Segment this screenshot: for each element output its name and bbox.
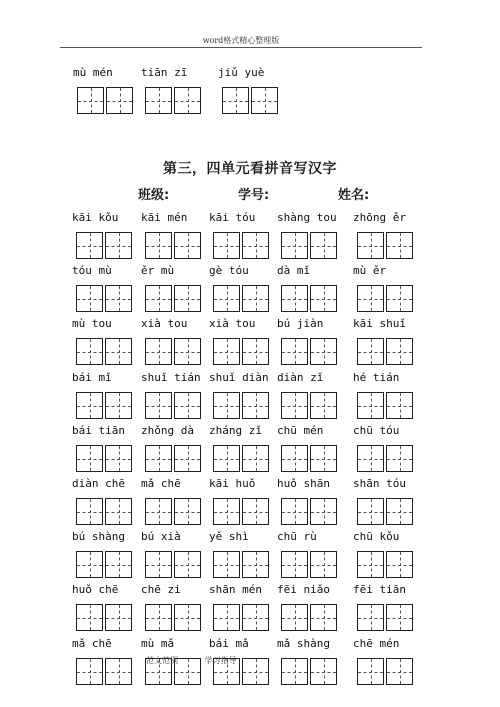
writing-boxes	[281, 232, 339, 259]
pinyin-text: chē mén	[353, 637, 400, 650]
writing-boxes	[76, 392, 134, 419]
writing-boxes	[281, 658, 339, 685]
tianzige-box[interactable]	[145, 551, 172, 578]
pinyin-text: mǎ chē	[141, 477, 181, 490]
pinyin-text: tóu mù	[72, 264, 112, 277]
pinyin-text: chū mén	[277, 424, 324, 437]
tianzige-box[interactable]	[174, 232, 201, 259]
page-header: word格式精心整理版	[60, 36, 422, 48]
tianzige-box[interactable]	[310, 392, 337, 419]
tianzige-box[interactable]	[106, 87, 133, 114]
writing-boxes	[281, 338, 339, 365]
pinyin-text: kāi kǒu	[72, 211, 119, 224]
pinyin-text: jiǔ yuè	[218, 66, 265, 79]
tianzige-box[interactable]	[281, 338, 308, 365]
tianzige-box[interactable]	[213, 498, 240, 525]
pinyin-text: mù mǎ	[141, 637, 175, 650]
writing-boxes	[145, 338, 203, 365]
pinyin-text: shàng tou	[277, 211, 337, 224]
writing-boxes	[357, 232, 415, 259]
tianzige-box[interactable]	[281, 285, 308, 312]
tianzige-box[interactable]	[357, 338, 384, 365]
tianzige-box[interactable]	[213, 338, 240, 365]
pinyin-text: bú jiàn	[277, 317, 324, 330]
tianzige-box[interactable]	[145, 232, 172, 259]
writing-boxes	[77, 87, 135, 114]
tianzige-box[interactable]	[281, 392, 308, 419]
tianzige-box[interactable]	[213, 551, 240, 578]
pinyin-text: mǎ chē	[72, 637, 112, 650]
writing-boxes	[213, 338, 271, 365]
tianzige-box[interactable]	[105, 285, 132, 312]
writing-boxes	[145, 445, 203, 472]
pinyin-text: xià tou	[141, 317, 188, 330]
writing-boxes	[76, 658, 134, 685]
tianzige-box[interactable]	[145, 604, 172, 631]
writing-boxes	[357, 604, 415, 631]
pinyin-text: mù mén	[73, 66, 113, 79]
pinyin-text: bái mǎ	[209, 637, 249, 650]
tianzige-box[interactable]	[76, 392, 103, 419]
tianzige-box[interactable]	[105, 658, 132, 685]
writing-boxes	[145, 551, 203, 578]
writing-boxes	[281, 551, 339, 578]
tianzige-box[interactable]	[76, 551, 103, 578]
tianzige-box[interactable]	[145, 285, 172, 312]
writing-boxes	[76, 551, 134, 578]
tianzige-box[interactable]	[386, 551, 413, 578]
tianzige-box[interactable]	[105, 445, 132, 472]
tianzige-box[interactable]	[386, 658, 413, 685]
pinyin-text: huǒ shān	[277, 477, 330, 490]
tianzige-box[interactable]	[145, 338, 172, 365]
tianzige-box[interactable]	[357, 445, 384, 472]
writing-boxes	[213, 285, 271, 312]
tianzige-box[interactable]	[357, 551, 384, 578]
tianzige-box[interactable]	[357, 604, 384, 631]
student-number-label: 学号:	[238, 188, 270, 203]
writing-boxes	[145, 392, 203, 419]
tianzige-box[interactable]	[213, 604, 240, 631]
writing-boxes	[145, 87, 203, 114]
writing-boxes	[281, 604, 339, 631]
pinyin-text: mù ěr	[353, 264, 387, 277]
writing-boxes	[213, 392, 271, 419]
pinyin-text: chū rù	[277, 530, 317, 543]
tianzige-box[interactable]	[174, 338, 201, 365]
tianzige-box[interactable]	[105, 551, 132, 578]
tianzige-box[interactable]	[242, 498, 269, 525]
pinyin-text: ěr mù	[141, 264, 175, 277]
writing-boxes	[357, 658, 415, 685]
tianzige-box[interactable]	[213, 232, 240, 259]
pinyin-text: dà mǐ	[277, 264, 311, 277]
writing-boxes	[145, 285, 203, 312]
tianzige-box[interactable]	[76, 232, 103, 259]
footer-right-text: 学习指导	[204, 656, 237, 665]
tianzige-box[interactable]	[310, 658, 337, 685]
tianzige-box[interactable]	[174, 604, 201, 631]
writing-boxes	[76, 285, 134, 312]
tianzige-box[interactable]	[174, 551, 201, 578]
tianzige-box[interactable]	[281, 658, 308, 685]
tianzige-box[interactable]	[281, 551, 308, 578]
tianzige-box[interactable]	[386, 232, 413, 259]
pinyin-text: hé tián	[353, 371, 400, 384]
tianzige-box[interactable]	[310, 551, 337, 578]
pinyin-text: mǎ shàng	[277, 637, 330, 650]
page-footer	[146, 655, 261, 666]
tianzige-box[interactable]	[242, 285, 269, 312]
tianzige-box[interactable]	[357, 285, 384, 312]
writing-boxes	[357, 338, 415, 365]
pinyin-text: bú shàng	[72, 530, 125, 543]
class-label: 班级:	[138, 188, 170, 203]
worksheet-title: 第三，四单元看拼音写汉字	[163, 161, 337, 177]
writing-boxes	[357, 498, 415, 525]
writing-boxes	[357, 392, 415, 419]
tianzige-box[interactable]	[386, 445, 413, 472]
tianzige-box[interactable]	[310, 445, 337, 472]
tianzige-box[interactable]	[76, 498, 103, 525]
tianzige-box[interactable]	[386, 338, 413, 365]
pinyin-text: mù tou	[72, 317, 112, 330]
writing-boxes	[281, 498, 339, 525]
pinyin-text: fēi tiān	[353, 583, 406, 596]
tianzige-box[interactable]	[281, 232, 308, 259]
tianzige-box[interactable]	[77, 87, 104, 114]
tianzige-box[interactable]	[310, 338, 337, 365]
writing-boxes	[76, 232, 134, 259]
tianzige-box[interactable]	[105, 232, 132, 259]
tianzige-box[interactable]	[357, 658, 384, 685]
tianzige-box[interactable]	[105, 498, 132, 525]
tianzige-box[interactable]	[386, 498, 413, 525]
tianzige-box[interactable]	[76, 604, 103, 631]
writing-boxes	[222, 87, 280, 114]
pinyin-text: kāi shuǐ	[353, 317, 406, 330]
tianzige-box[interactable]	[145, 498, 172, 525]
writing-boxes	[281, 392, 339, 419]
tianzige-box[interactable]	[174, 445, 201, 472]
pinyin-text: shuǐ diàn	[209, 371, 269, 384]
tianzige-box[interactable]	[105, 392, 132, 419]
pinyin-text: kāi huǒ	[209, 477, 256, 490]
writing-boxes	[213, 604, 271, 631]
tianzige-box[interactable]	[242, 232, 269, 259]
tianzige-box[interactable]	[251, 87, 278, 114]
tianzige-box[interactable]	[76, 658, 103, 685]
writing-boxes	[76, 604, 134, 631]
writing-boxes	[281, 285, 339, 312]
tianzige-box[interactable]	[357, 392, 384, 419]
tianzige-box[interactable]	[213, 285, 240, 312]
tianzige-box[interactable]	[386, 604, 413, 631]
writing-boxes	[357, 285, 415, 312]
pinyin-text: huǒ chē	[72, 583, 119, 596]
pinyin-text: kāi mén	[141, 211, 188, 224]
tianzige-box[interactable]	[145, 392, 172, 419]
tianzige-box[interactable]	[174, 87, 201, 114]
tianzige-box[interactable]	[281, 498, 308, 525]
pinyin-text: zháng zǐ	[209, 424, 262, 437]
tianzige-box[interactable]	[145, 445, 172, 472]
writing-boxes	[76, 445, 134, 472]
tianzige-box[interactable]	[242, 392, 269, 419]
tianzige-box[interactable]	[174, 498, 201, 525]
tianzige-box[interactable]	[242, 445, 269, 472]
tianzige-box[interactable]	[242, 551, 269, 578]
tianzige-box[interactable]	[386, 285, 413, 312]
writing-boxes	[281, 445, 339, 472]
writing-boxes	[145, 232, 203, 259]
pinyin-text: bú xià	[141, 530, 181, 543]
tianzige-box[interactable]	[222, 87, 249, 114]
tianzige-box[interactable]	[76, 285, 103, 312]
tianzige-box[interactable]	[76, 445, 103, 472]
tianzige-box[interactable]	[213, 445, 240, 472]
tianzige-box[interactable]	[174, 285, 201, 312]
pinyin-text: kāi tóu	[209, 211, 256, 224]
tianzige-box[interactable]	[76, 338, 103, 365]
tianzige-box[interactable]	[310, 232, 337, 259]
tianzige-box[interactable]	[386, 392, 413, 419]
tianzige-box[interactable]	[242, 338, 269, 365]
pinyin-text: bái mǐ	[72, 371, 112, 384]
pinyin-text: zhōng ěr	[353, 211, 406, 224]
writing-boxes	[213, 551, 271, 578]
writing-boxes	[76, 338, 134, 365]
writing-boxes	[76, 498, 134, 525]
tianzige-box[interactable]	[145, 87, 172, 114]
tianzige-box[interactable]	[105, 604, 132, 631]
tianzige-box[interactable]	[281, 445, 308, 472]
footer-left-text: 范文范例	[146, 656, 178, 665]
writing-boxes	[213, 498, 271, 525]
tianzige-box[interactable]	[105, 338, 132, 365]
pinyin-text: chū kǒu	[353, 530, 400, 543]
pinyin-text: fēi niǎo	[277, 583, 330, 596]
writing-boxes	[357, 445, 415, 472]
tianzige-box[interactable]	[310, 604, 337, 631]
writing-boxes	[145, 498, 203, 525]
tianzige-box[interactable]	[213, 392, 240, 419]
pinyin-text: zhǒng dà	[141, 424, 194, 437]
writing-boxes	[213, 445, 271, 472]
pinyin-text: diàn chē	[72, 477, 125, 490]
tianzige-box[interactable]	[310, 498, 337, 525]
pinyin-text: yě shì	[209, 530, 249, 543]
pinyin-text: diàn zǐ	[277, 371, 324, 384]
tianzige-box[interactable]	[242, 604, 269, 631]
writing-boxes	[357, 551, 415, 578]
writing-boxes	[145, 604, 203, 631]
pinyin-text: shān mén	[209, 583, 262, 596]
pinyin-text: xià tou	[209, 317, 256, 330]
pinyin-text: shān tóu	[353, 477, 406, 490]
tianzige-box[interactable]	[310, 285, 337, 312]
name-label: 姓名:	[338, 188, 370, 203]
tianzige-box[interactable]	[357, 232, 384, 259]
tianzige-box[interactable]	[357, 498, 384, 525]
pinyin-text: gè tóu	[209, 264, 249, 277]
pinyin-text: chū tóu	[353, 424, 400, 437]
pinyin-text: shuǐ tián	[141, 371, 201, 384]
pinyin-text: chē zi	[141, 583, 181, 596]
tianzige-box[interactable]	[281, 604, 308, 631]
tianzige-box[interactable]	[174, 392, 201, 419]
writing-boxes	[213, 232, 271, 259]
pinyin-text: tiān zī	[141, 66, 188, 79]
pinyin-text: bái tiān	[72, 424, 125, 437]
